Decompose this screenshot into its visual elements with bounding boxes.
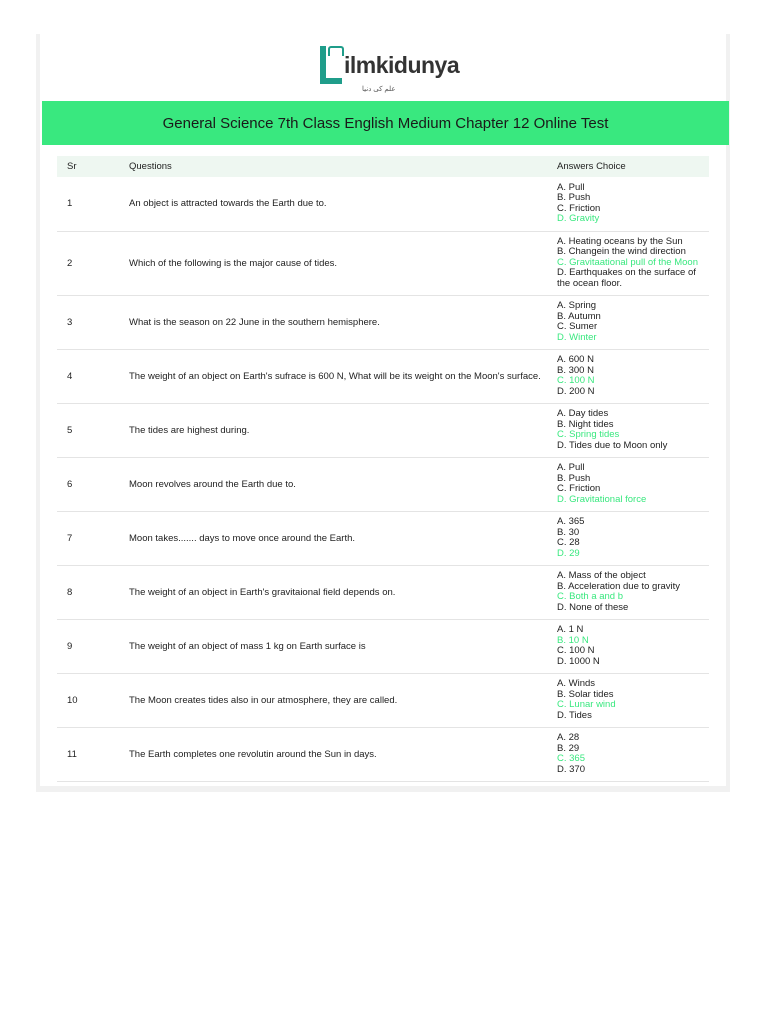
table-row bbox=[57, 177, 709, 231]
answer-option: A. 600 N bbox=[557, 354, 594, 365]
question-text: The weight of an object in Earth's gravitaional field depends on. bbox=[129, 565, 557, 619]
logo-book-icon bbox=[320, 44, 342, 84]
table-row bbox=[57, 619, 709, 673]
correct-answer-option: C. Lunar wind bbox=[557, 699, 616, 710]
correct-answer-option: C. 100 N bbox=[557, 375, 595, 386]
answer-option: D. Tides due to Moon only bbox=[557, 439, 668, 451]
answer-option: D. 200 N bbox=[557, 385, 595, 397]
answer-option: D. None of these bbox=[557, 601, 629, 613]
table-row bbox=[57, 565, 709, 619]
title-banner bbox=[42, 101, 729, 145]
correct-answer-option: C. Spring tides bbox=[557, 429, 620, 440]
answer-choices bbox=[557, 231, 709, 295]
question-number: 3 bbox=[57, 295, 129, 349]
question-number: 5 bbox=[57, 403, 129, 457]
answer-option: B. Push bbox=[557, 192, 591, 204]
logo-subtitle: علم کی دنیا bbox=[362, 86, 396, 93]
table-header bbox=[57, 156, 709, 177]
question-text: What is the season on 22 June in the southern hemisphere. bbox=[129, 295, 557, 349]
answer-option: B. 29 bbox=[557, 742, 580, 754]
table-row bbox=[57, 727, 709, 781]
answer-option: C. Friction bbox=[557, 202, 601, 214]
question-number: 6 bbox=[57, 457, 129, 511]
site-logo[interactable] bbox=[320, 44, 460, 94]
answer-option: C. 100 N bbox=[557, 645, 595, 656]
answer-option: A. Mass of the object bbox=[557, 570, 646, 581]
question-number: 11 bbox=[57, 727, 129, 781]
answer-option: B. Solar tides bbox=[557, 688, 614, 700]
answer-option: A. 365 bbox=[557, 516, 585, 527]
correct-answer-option: D. Winter bbox=[557, 331, 597, 343]
correct-answer-option: D. 29 bbox=[557, 547, 580, 559]
answer-option: C. 28 bbox=[557, 537, 580, 548]
answer-choices bbox=[557, 349, 709, 403]
answer-choices bbox=[557, 673, 709, 727]
answer-option: B. Night tides bbox=[557, 418, 614, 430]
answer-option: D. 370 bbox=[557, 763, 585, 775]
question-number: 8 bbox=[57, 565, 129, 619]
answer-option: A. Pull bbox=[557, 462, 585, 473]
answer-option: B. Acceleration due to gravity bbox=[557, 580, 681, 592]
table-row bbox=[57, 457, 709, 511]
question-number: 7 bbox=[57, 511, 129, 565]
answer-option: D. Tides bbox=[557, 709, 592, 721]
question-text: The weight of an object on Earth's sufrace is 600 N, What will be its weight on the Moon's surface. bbox=[129, 349, 557, 403]
answer-choices bbox=[557, 403, 709, 457]
correct-answer-option: C. Gravitaational pull of the Moon bbox=[557, 256, 698, 268]
header-sr: Sr bbox=[57, 156, 129, 177]
question-number: 2 bbox=[57, 231, 129, 295]
table-row bbox=[57, 511, 709, 565]
answer-option: B. 30 bbox=[557, 526, 580, 538]
answer-option: B. 300 N bbox=[557, 364, 594, 376]
answer-choices bbox=[557, 177, 709, 231]
answer-option: A. 28 bbox=[557, 732, 580, 743]
question-text: The Moon creates tides also in our atmosphere, they are called. bbox=[129, 673, 557, 727]
question-text: The tides are highest during. bbox=[129, 403, 557, 457]
answer-option: A. Day tides bbox=[557, 408, 609, 419]
correct-answer-option: D. Gravity bbox=[557, 213, 600, 225]
answer-option: A. Winds bbox=[557, 678, 596, 689]
answer-option: A. Heating oceans by the Sun bbox=[557, 235, 683, 247]
answer-choices bbox=[557, 295, 709, 349]
answer-option: D. Earthquakes on the surface of the ocean floor. bbox=[557, 267, 696, 289]
answer-choices bbox=[557, 619, 709, 673]
answer-choices bbox=[557, 727, 709, 781]
table-row bbox=[57, 231, 709, 295]
header-answers: Answers Choice bbox=[557, 156, 709, 177]
answer-choices bbox=[557, 457, 709, 511]
correct-answer-option: C. 365 bbox=[557, 753, 585, 764]
questions-table bbox=[57, 156, 709, 782]
answer-option: C. Friction bbox=[557, 483, 601, 494]
question-text: Moon takes....... days to move once around the Earth. bbox=[129, 511, 557, 565]
question-number: 4 bbox=[57, 349, 129, 403]
header-questions: Questions bbox=[129, 156, 557, 177]
correct-answer-option: B. 10 N bbox=[557, 634, 589, 646]
question-text: Which of the following is the major cause of tides. bbox=[129, 231, 557, 295]
answer-option: A. Pull bbox=[557, 181, 585, 193]
answer-option: A. 1 N bbox=[557, 624, 584, 635]
answer-choices bbox=[557, 511, 709, 565]
answer-option: A. Spring bbox=[557, 300, 597, 311]
answer-option: B. Changein the wind direction bbox=[557, 246, 686, 258]
question-text: Moon revolves around the Earth due to. bbox=[129, 457, 557, 511]
table-row bbox=[57, 673, 709, 727]
question-text: The weight of an object of mass 1 kg on Earth surface is bbox=[129, 619, 557, 673]
correct-answer-option: D. Gravitational force bbox=[557, 493, 647, 505]
question-text: The Earth completes one revolutin around the Sun in days. bbox=[129, 727, 557, 781]
question-number: 10 bbox=[57, 673, 129, 727]
logo-text: ilmkidunya bbox=[344, 52, 460, 78]
question-number: 9 bbox=[57, 619, 129, 673]
table-row bbox=[57, 403, 709, 457]
answer-option: D. 1000 N bbox=[557, 655, 600, 667]
table-row bbox=[57, 295, 709, 349]
question-text: An object is attracted towards the Earth due to. bbox=[129, 177, 557, 231]
answer-option: B. Autumn bbox=[557, 310, 601, 322]
question-number: 1 bbox=[57, 177, 129, 231]
answer-option: B. Push bbox=[557, 472, 591, 484]
answer-choices bbox=[557, 565, 709, 619]
correct-answer-option: C. Both a and b bbox=[557, 591, 624, 602]
page-title: General Science 7th Class English Medium Chapter 12 Online Test bbox=[162, 114, 609, 132]
answer-option: C. Sumer bbox=[557, 321, 598, 332]
table-row bbox=[57, 349, 709, 403]
